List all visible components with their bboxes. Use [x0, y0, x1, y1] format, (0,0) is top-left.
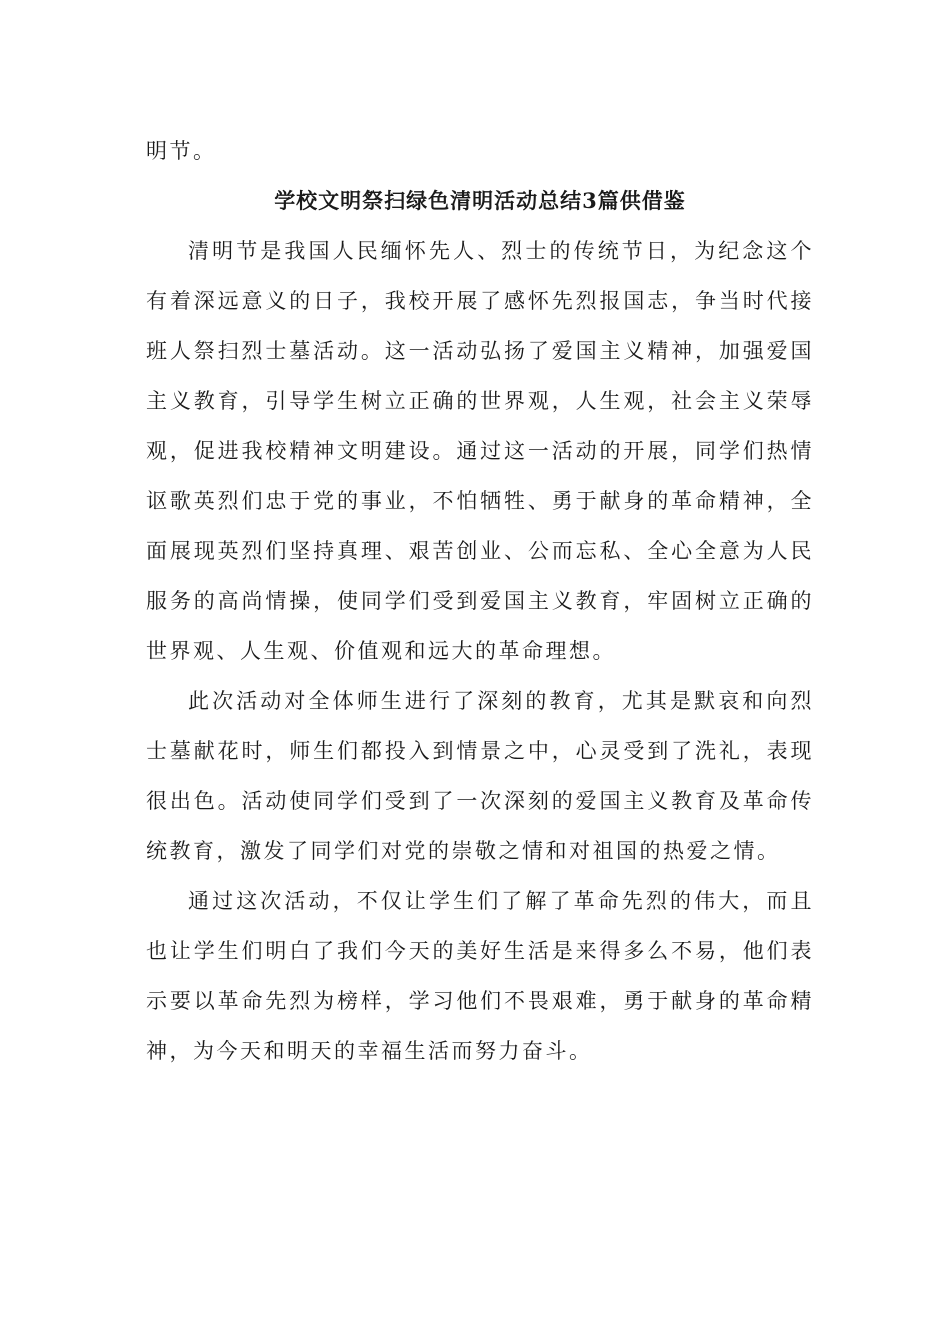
- document-title: 学校文明祭扫绿色清明活动总结3篇供借鉴: [274, 188, 686, 213]
- paragraph-3: 通过这次活动，不仅让学生们了解了革命先烈的伟大，而且也让学生们明白了我们今天的美好生活是来得多么不易，他们表示要以革命先烈为榜样，学习他们不畏艰难，勇于献身的革命精神，为今天和明天的幸福生活而努力奋斗。: [146, 889, 814, 1063]
- document-body: [146, 226, 814, 1076]
- paragraph-2: 此次活动对全体师生进行了深刻的教育，尤其是默哀和向烈士墓献花时，师生们都投入到情景之中，心灵受到了洗礼，表现很出色。活动使同学们受到了一次深刻的爱国主义教育及革命传统教育，激发了同学们对党的崇敬之情和对祖国的热爱之情。: [146, 689, 814, 863]
- lead-text: 明节。: [146, 139, 217, 163]
- paragraph-1: 清明节是我国人民缅怀先人、烈士的传统节日，为纪念这个有着深远意义的日子，我校开展了感怀先烈报国志，争当时代接班人祭扫烈士墓活动。这一活动弘扬了爱国主义精神，加强爱国主义教育，引导学生树立正确的世界观，人生观，社会主义荣辱观，促进我校精神文明建设。通过这一活动的开展，同学们热情讴歌英烈们忠于党的事业，不怕牺牲、勇于献身的革命精神，全面展现英烈们坚持真理、艰苦创业、公而忘私、全心全意为人民服务的高尚情操，使同学们受到爱国主义教育，牢固树立正确的世界观、人生观、价值观和远大的革命理想。: [146, 239, 814, 663]
